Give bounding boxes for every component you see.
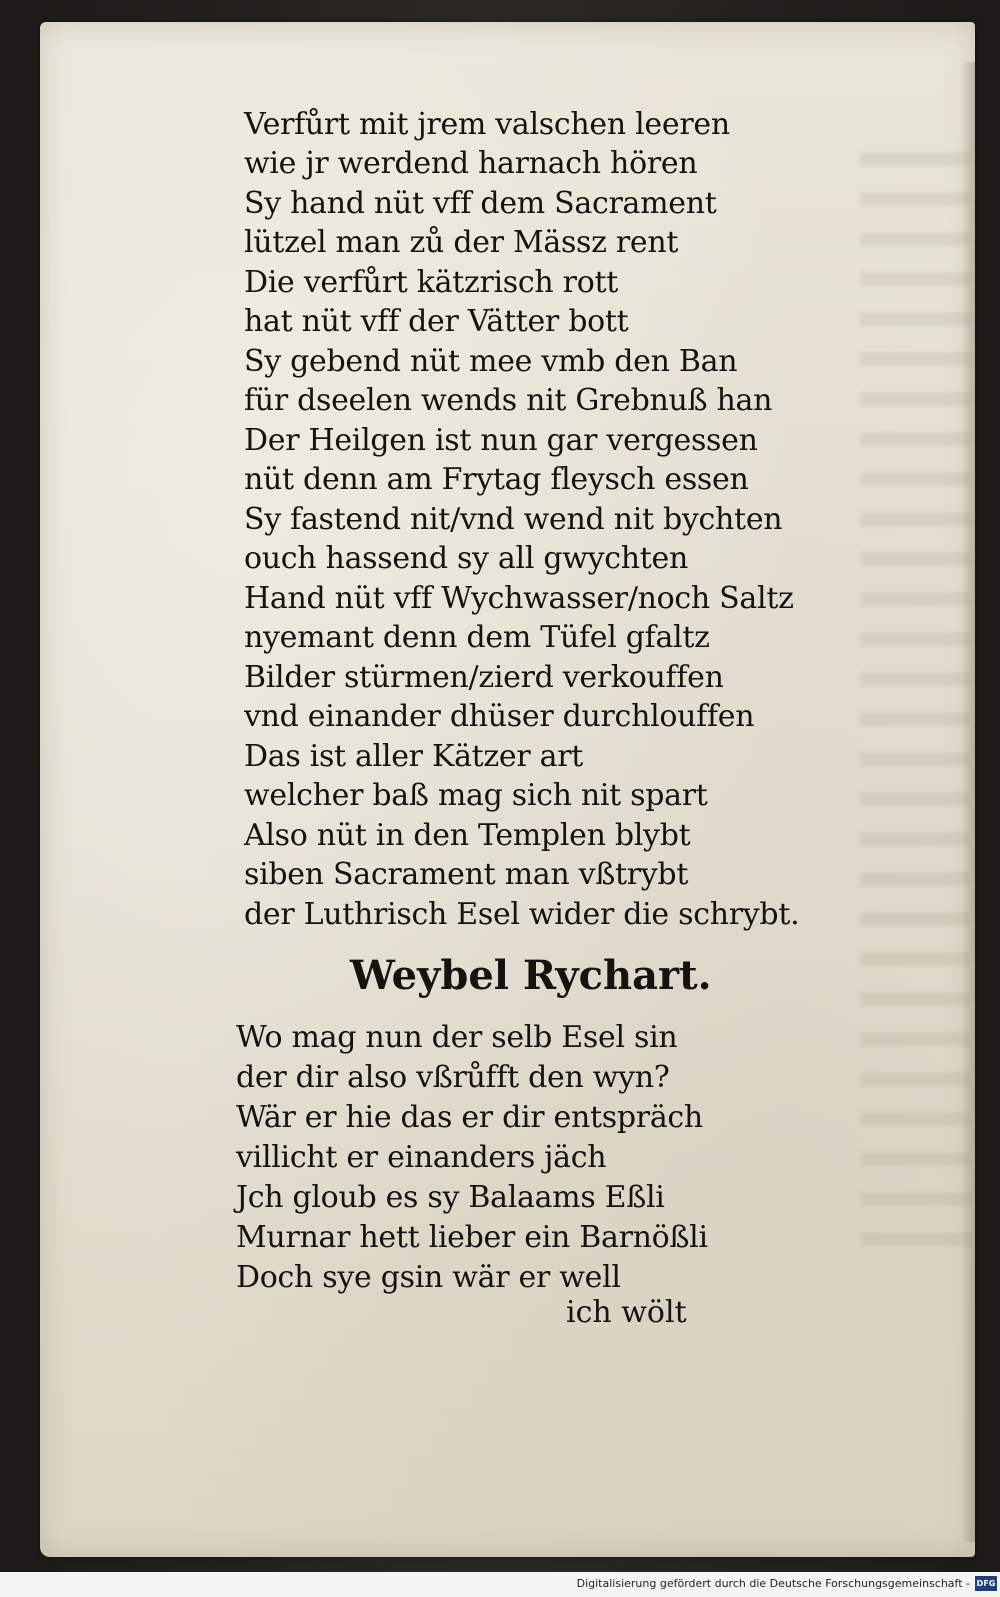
verse-line-19: Also nüt in den Templen blybt	[244, 818, 691, 853]
verse-line-24: Wär er hie das er dir entspräch	[236, 1100, 703, 1135]
page-edge-shadow	[961, 62, 975, 1542]
verse-line-12: ouch hassend sy all gwychten	[244, 541, 689, 576]
verse-line-16: vnd einander dhüser durchlouffen	[244, 699, 755, 734]
verse-line-9: Der Heilgen ist nun gar vergessen	[244, 423, 758, 458]
verse-line-23: der dir also vßrůfft den wyn?	[236, 1060, 670, 1095]
verse-line-25: villicht er einanders jäch	[236, 1140, 607, 1175]
verse-line-3: Sy hand nüt vff dem Sacrament	[244, 186, 717, 221]
show-through-text	[860, 152, 970, 1272]
verse-line-28: Doch sye gsin wär er well	[236, 1260, 621, 1295]
verse-line-13: Hand nüt vff Wychwasser/noch Saltz	[244, 581, 794, 616]
speaker-heading: Weybel Rychart.	[350, 952, 712, 999]
verse-line-5: Die verfůrt kätzrisch rott	[244, 265, 618, 300]
verse-line-11: Sy fastend nit/vnd wend nit bychten	[244, 502, 783, 537]
verse-line-15: Bilder stürmen/zierd verkouffen	[244, 660, 724, 695]
catchword: ich wölt	[566, 1295, 687, 1330]
verse-line-22: Wo mag nun der selb Esel sin	[236, 1020, 678, 1055]
verse-line-4: lützel man zů der Mässz rent	[244, 225, 679, 260]
verse-line-8: für dseelen wends nit Grebnuß han	[244, 383, 773, 418]
funding-credit: Digitalisierung gefördert durch die Deutsche Forschungsgemeinschaft -	[576, 1577, 970, 1590]
verse-line-14: nyemant denn dem Tüfel gfaltz	[244, 620, 710, 655]
verse-line-10: nüt denn am Frytag fleysch essen	[244, 462, 749, 497]
verse-line-6: hat nüt vff der Vätter bott	[244, 304, 629, 339]
verse-line-17: Das ist aller Kätzer art	[244, 739, 584, 774]
verse-line-21: der Luthrisch Esel wider die schrybt.	[244, 897, 800, 932]
verse-line-27: Murnar hett lieber ein Barnößli	[236, 1220, 708, 1255]
verse-line-7: Sy gebend nüt mee vmb den Ban	[244, 344, 738, 379]
verse-line-20: siben Sacrament man vßtrybt	[244, 857, 689, 892]
verse-line-26: Jch gloub es sy Balaams Eßli	[236, 1180, 665, 1215]
verse-line-2: wie jr werdend harnach hören	[244, 146, 698, 181]
verse-line-1: Verfůrt mit jrem valschen leeren	[244, 107, 730, 142]
verse-line-18: welcher baß mag sich nit spart	[244, 778, 708, 813]
dfg-logo: DFG	[975, 1576, 997, 1591]
